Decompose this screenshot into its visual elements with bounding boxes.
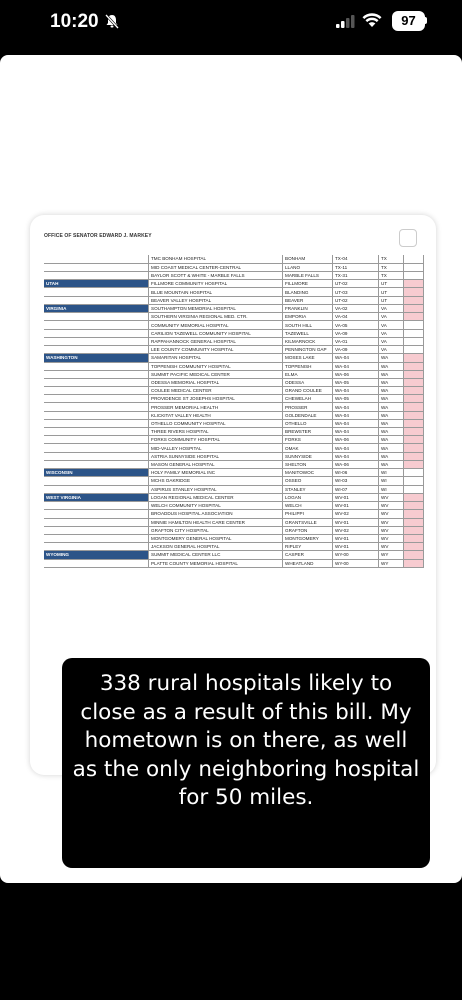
state-code: WA (379, 436, 404, 444)
state-code: WV (379, 543, 404, 551)
city-name: PHILIPPI (283, 510, 333, 518)
highlight-cell (404, 255, 424, 263)
hospital-name: COULEE MEDICAL CENTER (149, 387, 283, 395)
district-code: WA-04 (333, 428, 379, 436)
state-label: WYOMING (44, 551, 148, 558)
table-row (44, 526, 424, 534)
table-row (44, 460, 424, 468)
highlight-cell (404, 436, 424, 444)
table-row (44, 280, 424, 288)
hospital-name: BAYLOR SCOTT & WHITE - MARBLE FALLS (149, 271, 283, 279)
state-code: WV (379, 534, 404, 542)
highlight-cell (404, 468, 424, 476)
city-name: OMAK (283, 444, 333, 452)
table-row (44, 271, 424, 279)
district-code: WA-06 (333, 460, 379, 468)
hospital-name: FILLMORE COMMUNITY HOSPITAL (149, 280, 283, 288)
city-name: EMPORIA (283, 313, 333, 321)
state-code: WY (379, 551, 404, 559)
district-code: TX-11 (333, 263, 379, 271)
document-header: OFFICE OF SENATOR EDWARD J. MARKEY (44, 233, 152, 239)
state-code: UT (379, 280, 404, 288)
highlight-cell (404, 354, 424, 362)
table-row (44, 255, 424, 263)
highlight-cell (404, 321, 424, 329)
district-code: VA-09 (333, 345, 379, 353)
state-code: WA (379, 387, 404, 395)
district-code: UT-02 (333, 280, 379, 288)
highlight-cell (404, 280, 424, 288)
hospital-name: BLUE MOUNTAIN HOSPITAL (149, 288, 283, 296)
state-code: WA (379, 428, 404, 436)
highlight-cell (404, 403, 424, 411)
state-code: WA (379, 395, 404, 403)
state-code: WA (379, 411, 404, 419)
state-code: VA (379, 313, 404, 321)
district-code: VA-01 (333, 337, 379, 345)
district-code: WA-06 (333, 370, 379, 378)
table-row (44, 493, 424, 501)
city-name: PROSSER (283, 403, 333, 411)
highlight-cell (404, 362, 424, 370)
state-code: VA (379, 337, 404, 345)
district-code: WI-03 (333, 477, 379, 485)
district-code: WA-04 (333, 452, 379, 460)
city-name: BREWSTER (283, 428, 333, 436)
district-code: WA-04 (333, 411, 379, 419)
status-bar (0, 0, 462, 48)
hospital-name: BROADDUS HOSPITAL ASSOCIATION (149, 510, 283, 518)
city-name: RIPLEY (283, 543, 333, 551)
highlight-cell (404, 526, 424, 534)
highlight-cell (404, 411, 424, 419)
hospital-name: ODESSA MEMORIAL HOSPITAL (149, 378, 283, 386)
state-code: VA (379, 329, 404, 337)
state-code: WV (379, 526, 404, 534)
highlight-cell (404, 271, 424, 279)
city-name: TOPPENISH (283, 362, 333, 370)
battery-tip (425, 17, 427, 24)
table-row (44, 387, 424, 395)
state-code: WA (379, 403, 404, 411)
hospital-name: LOGAN REGIONAL MEDICAL CENTER (149, 493, 283, 501)
state-code: WV (379, 510, 404, 518)
state-label: WASHINGTON (44, 354, 148, 361)
hospital-name: KLICKITAT VALLEY HEALTH (149, 411, 283, 419)
city-name: SUNNYSIDE (283, 452, 333, 460)
table-row (44, 329, 424, 337)
state-code: VA (379, 321, 404, 329)
district-code: WY-00 (333, 559, 379, 567)
highlight-cell (404, 345, 424, 353)
hospital-name: BEAVER VALLEY HOSPITAL (149, 296, 283, 304)
story-card[interactable] (0, 55, 462, 883)
hospital-name: SOUTHAMPTON MEMORIAL HOSPITAL (149, 304, 283, 312)
hospital-name: LEE COUNTY COMMUNITY HOSPITAL (149, 345, 283, 353)
district-code: WY-00 (333, 551, 379, 559)
highlight-cell (404, 288, 424, 296)
city-name: WELCH (283, 502, 333, 510)
city-name: BEAVER (283, 296, 333, 304)
state-code: WA (379, 419, 404, 427)
highlight-cell (404, 419, 424, 427)
city-name: OSSEO (283, 477, 333, 485)
district-code: WV-01 (333, 502, 379, 510)
district-code: WA-04 (333, 354, 379, 362)
highlight-cell (404, 313, 424, 321)
hospital-name: ASPIRUS STANLEY HOSPITAL (149, 485, 283, 493)
district-code: WA-04 (333, 387, 379, 395)
district-code: WA-04 (333, 419, 379, 427)
state-code: UT (379, 288, 404, 296)
state-code: UT (379, 296, 404, 304)
district-code: UT-02 (333, 296, 379, 304)
district-code: WV-01 (333, 493, 379, 501)
district-code: WV-01 (333, 534, 379, 542)
hospital-name: MID COAST MEDICAL CENTER-CENTRAL (149, 263, 283, 271)
highlight-cell (404, 502, 424, 510)
city-name: FRANKLIN (283, 304, 333, 312)
hospital-name: TOPPENISH COMMUNITY HOSPITAL (149, 362, 283, 370)
hospital-name: SUMMIT PACIFIC MEDICAL CENTER (149, 370, 283, 378)
state-code: WA (379, 452, 404, 460)
city-name: KILMARNOCK (283, 337, 333, 345)
table-row (44, 559, 424, 567)
story-caption: 338 rural hospitals likely to close as a result of this bill. My hometown is on there, as well as the only neighboring hospital for 50 miles. (62, 658, 430, 868)
hospital-name: TMC BONHAM HOSPITAL (149, 255, 283, 263)
city-name: MARBLE FALLS (283, 271, 333, 279)
bottom-bar (0, 883, 462, 1000)
table-row (44, 337, 424, 345)
state-code: WA (379, 370, 404, 378)
hospital-name: PLATTE COUNTY MEMORIAL HOSPITAL (149, 559, 283, 567)
table-row (44, 502, 424, 510)
battery-indicator: 97 (392, 11, 425, 31)
hospital-name: PROVIDENCE ST JOSEPHS HOSPITAL (149, 395, 283, 403)
highlight-cell (404, 518, 424, 526)
bell-muted-icon (105, 14, 119, 34)
hospital-name: MID-VALLEY HOSPITAL (149, 444, 283, 452)
city-name: SHELTON (283, 460, 333, 468)
state-code: WV (379, 518, 404, 526)
city-name: TAZEWELL (283, 329, 333, 337)
hospital-name: RAPPAHANNOCK GENERAL HOSPITAL (149, 337, 283, 345)
table-row (44, 403, 424, 411)
table-row (44, 370, 424, 378)
city-name: WHEATLAND (283, 559, 333, 567)
highlight-cell (404, 263, 424, 271)
district-code: WV-01 (333, 543, 379, 551)
table-row (44, 428, 424, 436)
hospital-name: FORKS COMMUNITY HOSPITAL (149, 436, 283, 444)
city-name: ELMA (283, 370, 333, 378)
wifi-icon (362, 13, 382, 33)
highlight-cell (404, 510, 424, 518)
state-code: VA (379, 304, 404, 312)
state-label: WISCONSIN (44, 469, 148, 476)
district-code: WA-04 (333, 362, 379, 370)
city-name: MONTGOMERY (283, 534, 333, 542)
hospital-name: MINNIE HAMILTON HEALTH CARE CENTER (149, 518, 283, 526)
highlight-cell (404, 460, 424, 468)
district-code: WV-02 (333, 510, 379, 518)
state-label: UTAH (44, 280, 148, 287)
table-row (44, 543, 424, 551)
table-row (44, 485, 424, 493)
hospital-name: COMMUNITY MEMORIAL HOSPITAL (149, 321, 283, 329)
highlight-cell (404, 387, 424, 395)
city-name: LOGAN (283, 493, 333, 501)
city-name: OTHELLO (283, 419, 333, 427)
table-row (44, 551, 424, 559)
table-row (44, 477, 424, 485)
hospital-name: HOLY FAMILY MEMORIAL INC (149, 468, 283, 476)
state-code: WA (379, 362, 404, 370)
highlight-cell (404, 337, 424, 345)
city-name: STANLEY (283, 485, 333, 493)
highlight-cell (404, 551, 424, 559)
highlight-cell (404, 485, 424, 493)
highlight-cell (404, 543, 424, 551)
hospital-name: MASON GENERAL HOSPITAL (149, 460, 283, 468)
highlight-cell (404, 534, 424, 542)
district-code: VA-04 (333, 313, 379, 321)
table-row (44, 345, 424, 353)
highlight-cell (404, 304, 424, 312)
district-code: TX-31 (333, 271, 379, 279)
cellular-signal-icon (336, 15, 355, 33)
state-code: WV (379, 493, 404, 501)
city-name: MANITOWOC (283, 468, 333, 476)
city-name: ODESSA (283, 378, 333, 386)
city-name: LLANO (283, 263, 333, 271)
state-code: TX (379, 271, 404, 279)
city-name: CHEWELAH (283, 395, 333, 403)
hospital-name: ASTRIA SUNNYSIDE HOSPITAL (149, 452, 283, 460)
state-code: WI (379, 477, 404, 485)
table-row (44, 288, 424, 296)
city-name: FILLMORE (283, 280, 333, 288)
hospital-name: MCHS OAKRIDGE (149, 477, 283, 485)
state-code: WA (379, 444, 404, 452)
hospital-name: THREE RIVERS HOSPITAL (149, 428, 283, 436)
hospital-name: OTHELLO COMMUNITY HOSPITAL (149, 419, 283, 427)
table-row (44, 444, 424, 452)
table-row (44, 263, 424, 271)
city-name: FORKS (283, 436, 333, 444)
table-row (44, 304, 424, 312)
state-label: WEST VIRGINIA (44, 494, 148, 501)
state-code: TX (379, 255, 404, 263)
state-code: WI (379, 468, 404, 476)
district-code: WA-05 (333, 395, 379, 403)
table-row (44, 411, 424, 419)
hospital-name: SAMARITAN HOSPITAL (149, 354, 283, 362)
table-row (44, 518, 424, 526)
hospital-name: PROSSER MEMORIAL HEALTH (149, 403, 283, 411)
table-row (44, 313, 424, 321)
district-code: WI-06 (333, 468, 379, 476)
city-name: BLANDING (283, 288, 333, 296)
table-row (44, 468, 424, 476)
status-time: 10:20 (50, 11, 99, 32)
highlight-cell (404, 493, 424, 501)
district-code: WV-02 (333, 526, 379, 534)
table-row (44, 395, 424, 403)
state-code: WA (379, 460, 404, 468)
table-row (44, 354, 424, 362)
highlight-cell (404, 559, 424, 567)
city-name: GRANTSVILLE (283, 518, 333, 526)
district-code: WV-01 (333, 518, 379, 526)
district-code: VA-05 (333, 321, 379, 329)
hospital-name: GRAFTON CITY HOSPITAL (149, 526, 283, 534)
hospital-name: WELCH COMMUNITY HOSPITAL (149, 502, 283, 510)
city-name: SOUTH HILL (283, 321, 333, 329)
checkbox-icon (399, 229, 417, 247)
table-row (44, 534, 424, 542)
table-row (44, 452, 424, 460)
hospital-table (44, 255, 424, 568)
city-name: MOSES LAKE (283, 354, 333, 362)
table-row (44, 378, 424, 386)
hospital-name: JACKSON GENERAL HOSPITAL (149, 543, 283, 551)
district-code: WA-05 (333, 378, 379, 386)
state-code: WY (379, 559, 404, 567)
state-code: WI (379, 485, 404, 493)
state-code: WA (379, 354, 404, 362)
city-name: GRAFTON (283, 526, 333, 534)
district-code: UT-03 (333, 288, 379, 296)
state-code: WA (379, 378, 404, 386)
district-code: WA-04 (333, 444, 379, 452)
district-code: WI-07 (333, 485, 379, 493)
table-row (44, 362, 424, 370)
hospital-name: SUMMIT MEDICAL CENTER LLC (149, 551, 283, 559)
city-name: GRAND COULEE (283, 387, 333, 395)
highlight-cell (404, 395, 424, 403)
highlight-cell (404, 452, 424, 460)
city-name: BONHAM (283, 255, 333, 263)
state-label: VIRGINIA (44, 305, 148, 312)
highlight-cell (404, 477, 424, 485)
hospital-name: CARILION TAZEWELL COMMUNITY HOSPITAL (149, 329, 283, 337)
district-code: VA-02 (333, 304, 379, 312)
hospital-name: SOUTHERN VIRGINIA REGIONAL MED. CTR. (149, 313, 283, 321)
state-code: WV (379, 502, 404, 510)
city-name: CASPER (283, 551, 333, 559)
table-row (44, 419, 424, 427)
highlight-cell (404, 370, 424, 378)
highlight-cell (404, 378, 424, 386)
hospital-name: MONTGOMERY GENERAL HOSPITAL (149, 534, 283, 542)
district-code: VA-09 (333, 329, 379, 337)
highlight-cell (404, 444, 424, 452)
city-name: PENNINGTON GAP (283, 345, 333, 353)
table-row (44, 436, 424, 444)
table-row (44, 510, 424, 518)
district-code: WA-04 (333, 403, 379, 411)
highlight-cell (404, 329, 424, 337)
state-code: TX (379, 263, 404, 271)
highlight-cell (404, 296, 424, 304)
highlight-cell (404, 428, 424, 436)
table-row (44, 321, 424, 329)
district-code: TX-04 (333, 255, 379, 263)
district-code: WA-06 (333, 436, 379, 444)
city-name: GOLDENDALE (283, 411, 333, 419)
table-row (44, 296, 424, 304)
state-code: VA (379, 345, 404, 353)
